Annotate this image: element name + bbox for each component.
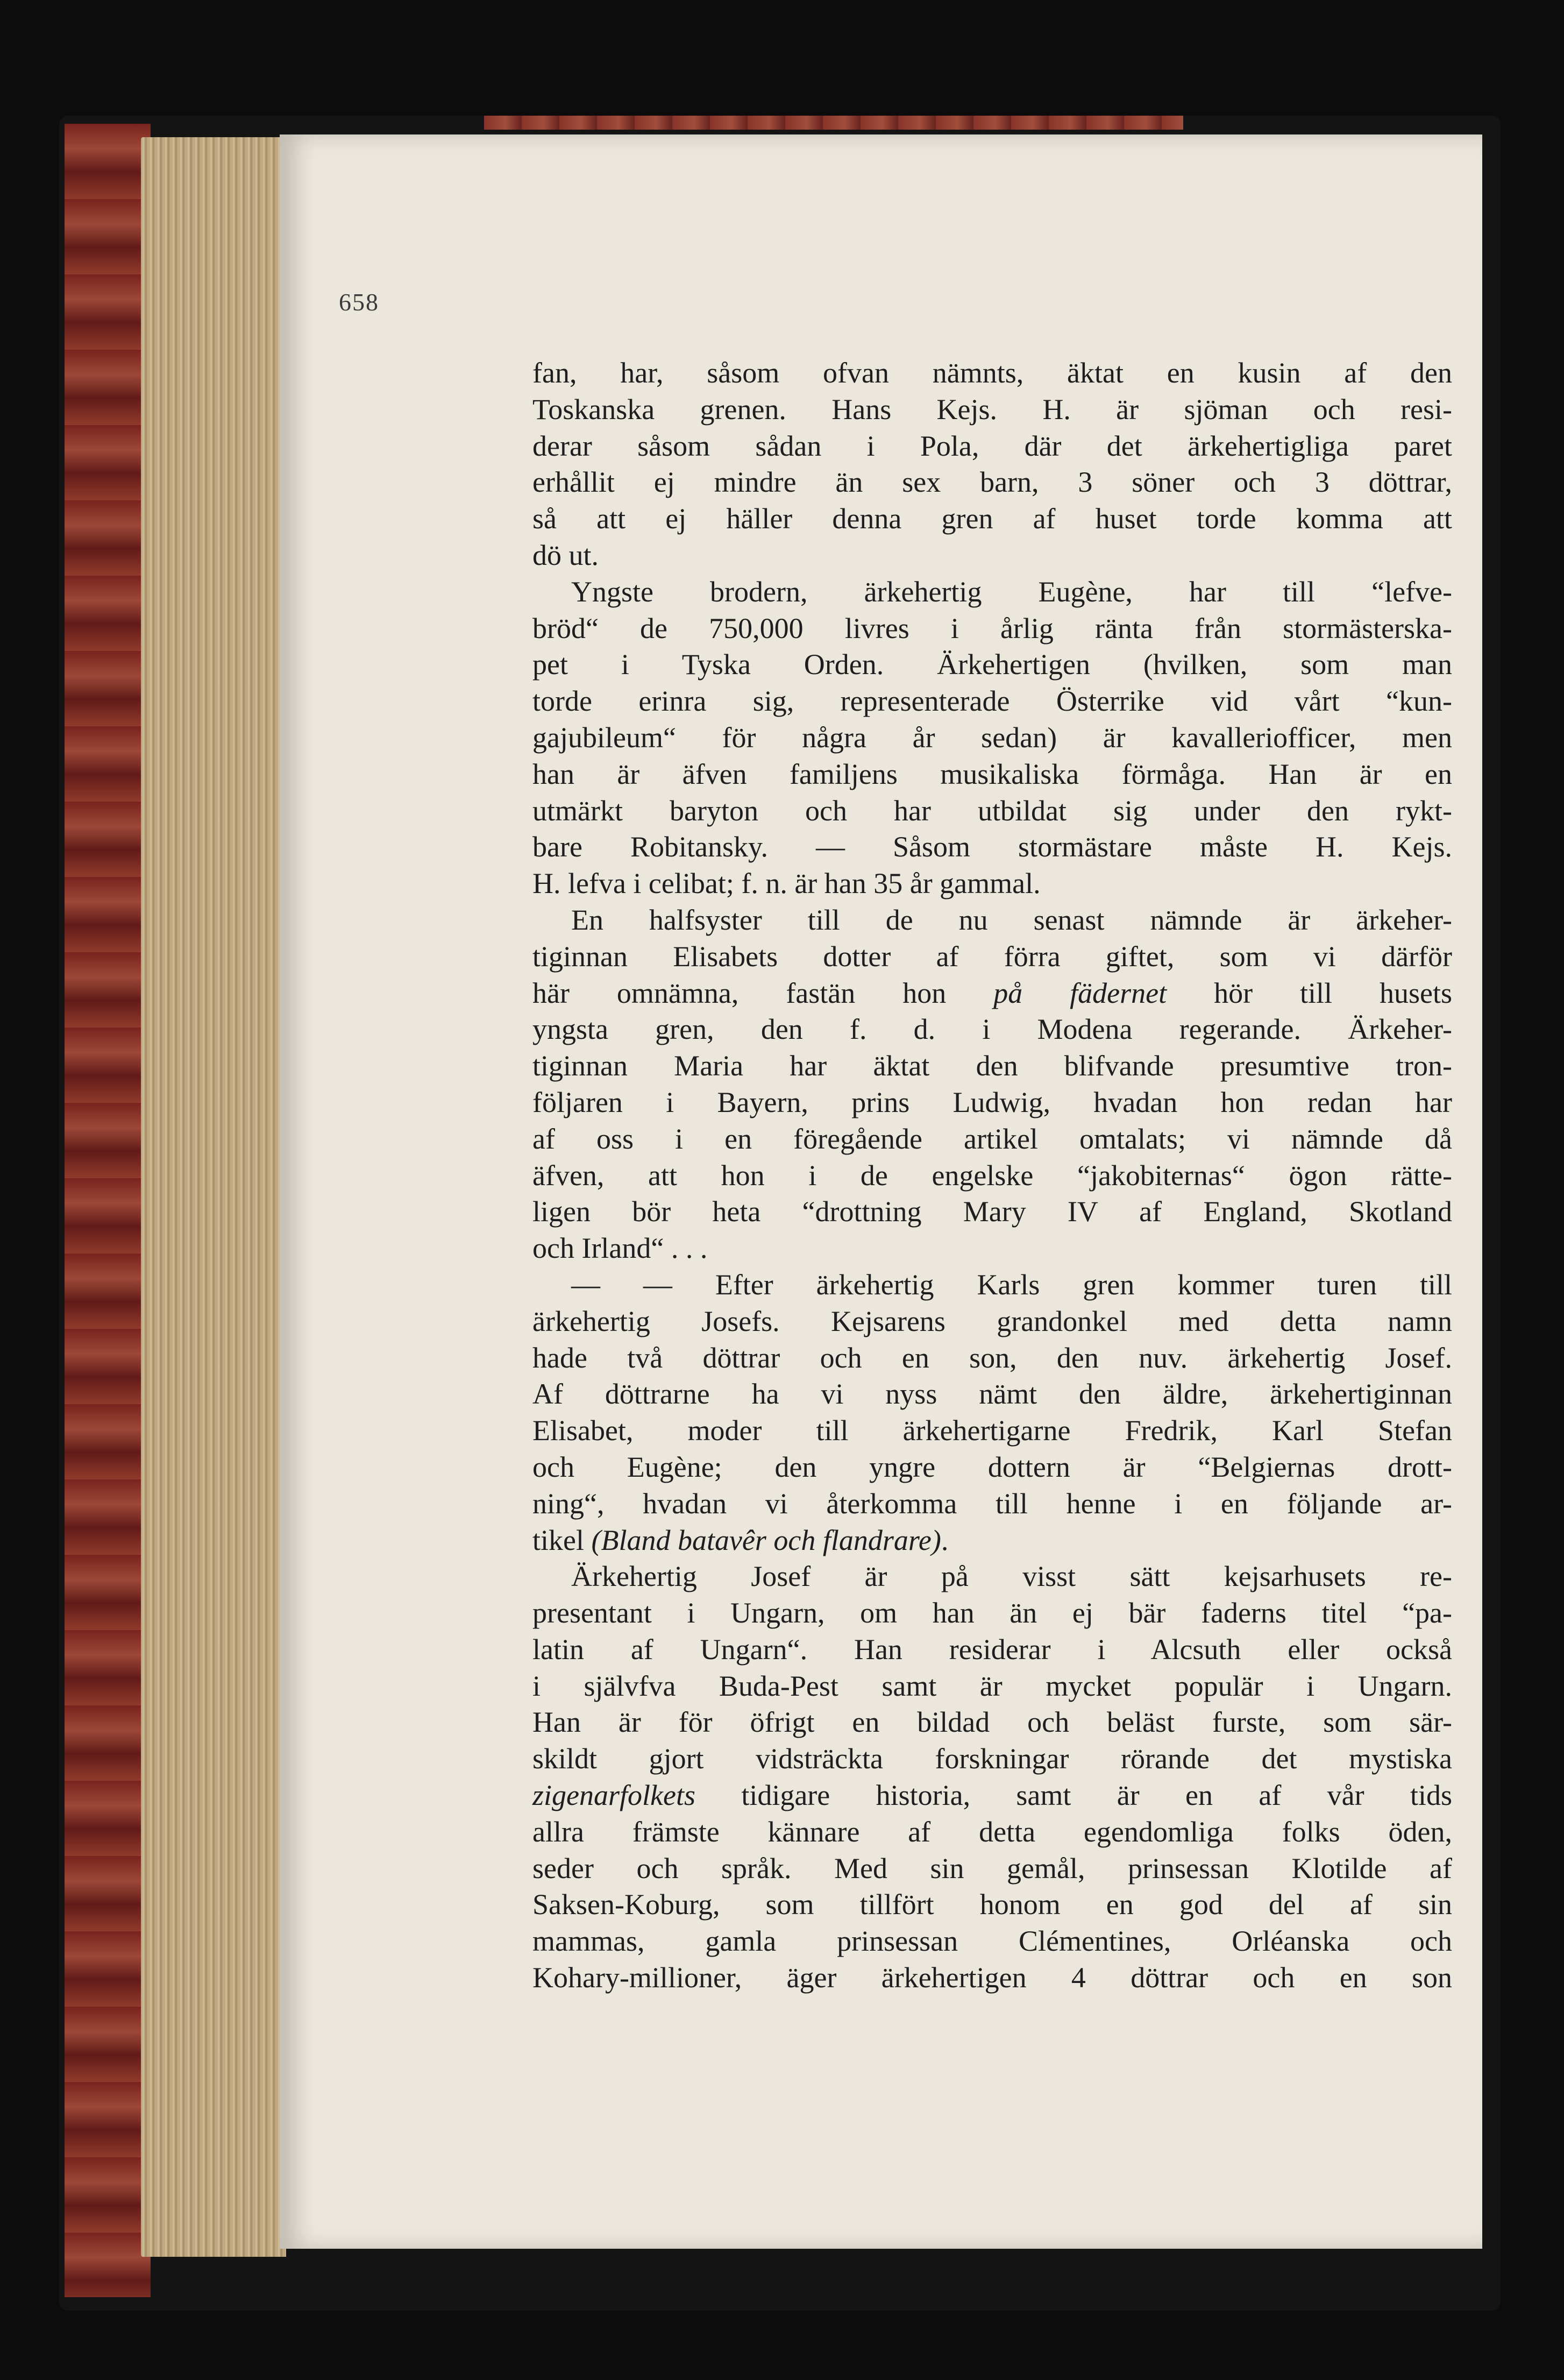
text-line: skildt gjort vidsträckta forskningar rörande det mystiska bbox=[532, 1742, 1452, 1775]
text-line: tiginnan Elisabets dotter af förra giftet, som vi därför bbox=[532, 940, 1452, 973]
text-line: här omnämna, fastän hon på fädernet hör till husets bbox=[532, 976, 1452, 1009]
page-edges bbox=[141, 137, 286, 2257]
text-line: så att ej häller denna gren af huset torde komma att bbox=[532, 502, 1452, 535]
text-line: seder och språk. Med sin gemål, prinsessan Klotilde af bbox=[532, 1852, 1452, 1885]
text-line: En halfsyster till de nu senast nämnde är ärkeher- bbox=[571, 903, 1452, 936]
text-line: hade två döttrar och en son, den nuv. ärkehertig Josef. bbox=[532, 1341, 1452, 1374]
text-line: presentant i Ungarn, om han än ej bär faderns titel “pa- bbox=[532, 1597, 1452, 1630]
text-line: yngsta gren, den f. d. i Modena regerande. Ärkeher- bbox=[532, 1013, 1452, 1046]
text-line: bröd“ de 750,000 livres i årlig ränta från stormästerska- bbox=[532, 612, 1452, 644]
emphasized-text: på fädernet bbox=[993, 976, 1167, 1009]
text-line: derar såsom sådan i Pola, där det ärkehertigliga paret bbox=[532, 429, 1452, 462]
text-line: fan, har, såsom ofvan nämnts, äktat en kusin af den bbox=[532, 357, 1452, 389]
text-line: zigenarfolkets tidigare historia, samt är en af vår tids bbox=[532, 1779, 1452, 1812]
text-line: ning“, hvadan vi återkomma till henne i en följande ar- bbox=[532, 1487, 1452, 1520]
text-line: Toskanska grenen. Hans Kejs. H. är sjöman och resi- bbox=[532, 393, 1452, 426]
text-line: bare Robitansky. — Såsom stormästare måste H. Kejs. bbox=[532, 831, 1452, 863]
text-line: utmärkt baryton och har utbildat sig under den rykt- bbox=[532, 794, 1452, 827]
text-line: Han är för öfrigt en bildad och beläst furste, som sär- bbox=[532, 1706, 1452, 1739]
text-line: latin af Ungarn“. Han residerar i Alcsuth eller också bbox=[532, 1633, 1452, 1666]
text-line: Elisabet, moder till ärkehertigarne Fredrik, Karl Stefan bbox=[532, 1414, 1452, 1447]
text-line: och Irland“ . . . bbox=[532, 1232, 708, 1265]
text-line: tiginnan Maria har äktat den blifvande presumtive tron- bbox=[532, 1050, 1452, 1082]
text-line: pet i Tyska Orden. Ärkehertigen (hvilken, som man bbox=[532, 648, 1452, 681]
text-line: — — Efter ärkehertig Karls gren kommer turen till bbox=[571, 1268, 1452, 1301]
body-text bbox=[532, 355, 1452, 1996]
text-line: Kohary-millioner, äger ärkehertigen 4 döttrar och en son bbox=[532, 1961, 1452, 1994]
text-line: allra främste kännare af detta egendomliga folks öden, bbox=[532, 1815, 1452, 1848]
text-line: Ärkehertig Josef är på visst sätt kejsarhusets re- bbox=[571, 1560, 1452, 1593]
text-line: tikel (Bland batavêr och flandrare). bbox=[532, 1524, 949, 1556]
text-line: ärkehertig Josefs. Kejsarens grandonkel med detta namn bbox=[532, 1305, 1452, 1337]
text-line: äfven, att hon i de engelske “jakobiternas“ ögon rätte- bbox=[532, 1159, 1452, 1192]
text-line: af oss i en föregående artikel omtalats; vi nämnde då bbox=[532, 1122, 1452, 1155]
text-line: Af döttrarne ha vi nyss nämt den äldre, ärkehertiginnan bbox=[532, 1378, 1452, 1411]
text-line: mammas, gamla prinsessan Clémentines, Orléanska och bbox=[532, 1925, 1452, 1958]
text-line: och Eugène; den yngre dottern är “Belgiernas drott- bbox=[532, 1450, 1452, 1483]
book-spine-cloth bbox=[65, 124, 151, 2297]
book-top-edge-decoration bbox=[484, 116, 1183, 130]
text-line: i självfva Buda-Pest samt är mycket populär i Ungarn. bbox=[532, 1669, 1452, 1702]
text-line: han är äfven familjens musikaliska förmåga. Han är en bbox=[532, 757, 1452, 790]
text-line: följaren i Bayern, prins Ludwig, hvadan hon redan har bbox=[532, 1086, 1452, 1118]
emphasized-text: (Bland batavêr och flandrare) bbox=[591, 1524, 941, 1556]
text-line: H. lefva i celibat; f. n. är han 35 år gammal. bbox=[532, 867, 1041, 900]
text-line: Yngste brodern, ärkehertig Eugène, har till “lefve- bbox=[571, 575, 1452, 608]
text-line: torde erinra sig, representerade Österrike vid vårt “kun- bbox=[532, 685, 1452, 718]
text-line: dö ut. bbox=[532, 539, 599, 571]
text-line: erhållit ej mindre än sex barn, 3 söner och 3 döttrar, bbox=[532, 466, 1452, 499]
page-number: 658 bbox=[339, 288, 379, 316]
emphasized-text: zigenarfolkets bbox=[532, 1779, 695, 1812]
text-line: Saksen-Koburg, som tillfört honom en god del af sin bbox=[532, 1888, 1452, 1921]
text-line: ligen bör heta “drottning Mary IV af England, Skotland bbox=[532, 1195, 1452, 1228]
text-line: gajubileum“ för några år sedan) är kavalleriofficer, men bbox=[532, 721, 1452, 754]
